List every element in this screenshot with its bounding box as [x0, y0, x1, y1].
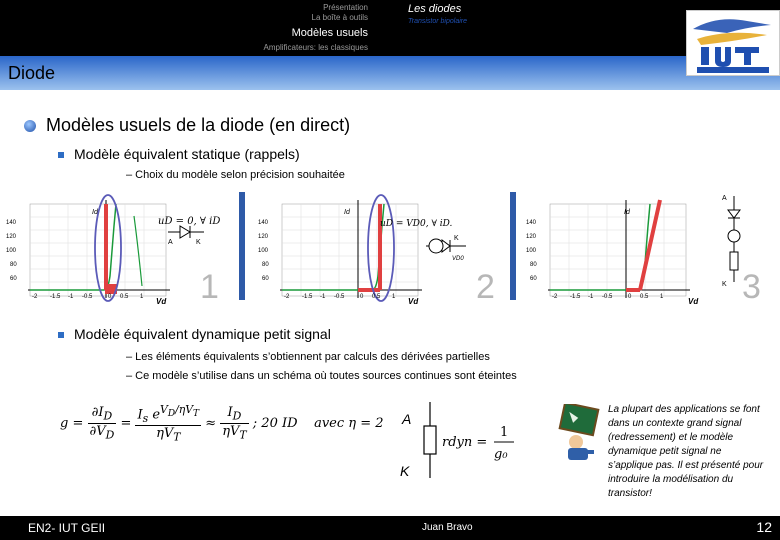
- y-tick: 140: [6, 220, 17, 226]
- formula-fraction-1: $\frac{\partial I_D}{\partial V_D}$: [89, 405, 115, 442]
- divider-2: [510, 192, 516, 300]
- x-tick: 0: [360, 294, 364, 300]
- y-tick: 140: [258, 220, 269, 226]
- y-tick: 120: [6, 234, 17, 240]
- x-tick: -2: [284, 294, 290, 300]
- cathode-label: K: [454, 235, 459, 242]
- formula-g: g =: [60, 415, 84, 431]
- x-tick: -1: [588, 294, 594, 300]
- y-tick: 80: [530, 262, 537, 268]
- y-tick: 60: [530, 276, 537, 282]
- cathode-label: K: [196, 239, 201, 246]
- x-tick: 0.5: [372, 294, 381, 300]
- main-heading: [24, 115, 350, 136]
- section-static-text: Modèle équivalent statique (rappels): [74, 146, 300, 162]
- section-static: [58, 146, 300, 162]
- y-tick: 60: [262, 276, 269, 282]
- diode-symbol-icon: [168, 226, 204, 238]
- x-axis-label: Vd: [688, 297, 699, 306]
- x-tick: -2: [32, 294, 38, 300]
- cathode-label: K: [722, 281, 727, 288]
- nav-item-toolbox[interactable]: La boîte à outils: [311, 13, 368, 22]
- dynamic-resistance-schematic: [398, 398, 528, 482]
- formula-fraction-2: $\frac{I_s e^{V_D/\eta V_T}}{\eta V_T}$: [137, 403, 200, 444]
- y-axis-label: Id: [344, 209, 350, 216]
- section-dynamic-text: Modèle équivalent dynamique petit signal: [74, 326, 331, 342]
- x-tick: -1.5: [50, 294, 61, 300]
- model-3-plot: [524, 186, 776, 310]
- iut-logo: [686, 10, 780, 76]
- model-2-formula: uD = VD0, ∀ iD.: [380, 219, 453, 229]
- source-label: VD0: [452, 256, 464, 262]
- x-tick: -1: [320, 294, 326, 300]
- x-tick: 0.5: [640, 294, 649, 300]
- footer-bar: [0, 516, 780, 540]
- anode-label: A: [722, 195, 727, 202]
- footer-course: EN2- IUT GEII: [28, 521, 106, 535]
- diode-source-symbol-icon: [426, 239, 466, 253]
- square-bullet-icon: [58, 152, 64, 158]
- x-tick: -0.5: [82, 294, 93, 300]
- y-tick: 80: [262, 262, 269, 268]
- formula-fraction-3: $\frac{I_D}{\eta V_T}$: [222, 405, 247, 442]
- nav-item-diodes[interactable]: Les diodes: [408, 3, 462, 15]
- y-tick: 120: [258, 234, 269, 240]
- nav-item-active[interactable]: Modèles usuels: [291, 27, 368, 39]
- model-number-1: 1: [200, 268, 219, 306]
- x-tick: -0.5: [334, 294, 345, 300]
- x-tick: -0.5: [602, 294, 613, 300]
- x-axis-label: Vd: [156, 297, 167, 306]
- nav-item-transistor[interactable]: Transistor bipolaire: [408, 18, 468, 25]
- section-static-sub: – Choix du modèle selon précision souhaitée: [126, 169, 345, 181]
- x-tick: -1.5: [302, 294, 313, 300]
- model-2-plot: [256, 186, 500, 310]
- nav-item-presentation[interactable]: Présentation: [323, 3, 368, 12]
- divider-1: [239, 192, 245, 300]
- x-tick: -2: [552, 294, 558, 300]
- x-tick: 0: [628, 294, 632, 300]
- side-note: La plupart des applications se font dans un contexte grand signal (redressement) et le modèle dynamique petit signal ne s’applique pas. Il est présenté pour introduire la modélisation du transistor!: [608, 404, 764, 499]
- nav-item-amplifiers[interactable]: Amplificateurs: les classiques: [263, 43, 368, 52]
- x-tick: -1.5: [570, 294, 581, 300]
- y-tick: 100: [258, 248, 269, 254]
- x-tick: -1: [68, 294, 74, 300]
- node-k-label: K: [400, 463, 410, 479]
- section-dynamic-sub-2: – Ce modèle s’utilise dans un schéma où toutes sources continues sont éteintes: [126, 370, 517, 382]
- x-tick: 0.5: [120, 294, 129, 300]
- resistor-icon: [424, 426, 436, 454]
- x-tick: 0: [108, 294, 112, 300]
- y-tick: 100: [6, 248, 17, 254]
- section-dynamic: [58, 326, 331, 342]
- y-tick: 80: [10, 262, 17, 268]
- x-tick: 1: [392, 294, 396, 300]
- model-number-2: 2: [476, 268, 495, 306]
- square-bullet-icon: [58, 332, 64, 338]
- model-1-formula: uD = 0, ∀ iD: [158, 216, 221, 227]
- nav-menu: [264, 3, 368, 53]
- anode-label: A: [168, 239, 173, 246]
- section-dynamic-sub-1: – Les éléments équivalents s’obtiennent par calculs des dérivées partielles: [126, 351, 490, 363]
- iut-logo-graphic: [687, 11, 779, 75]
- footer-author: Juan Bravo: [422, 522, 473, 533]
- page-number: 12: [756, 519, 772, 535]
- vertical-diode-model-icon: [728, 196, 740, 282]
- node-a-label: A: [402, 411, 412, 427]
- y-axis-label: Id: [92, 209, 98, 216]
- rdyn-label: rdyn =: [442, 435, 488, 450]
- x-axis-label: Vd: [408, 297, 419, 306]
- round-bullet-icon: [24, 120, 36, 132]
- main-heading-text: Modèles usuels de la diode (en direct): [46, 115, 351, 135]
- formula-eta: avec η = 2: [314, 415, 384, 431]
- y-tick: 100: [526, 248, 537, 254]
- nav-right: [408, 3, 467, 25]
- teacher-chalkboard-icon: [558, 404, 604, 462]
- header-bar: [0, 0, 780, 56]
- slide-title: Diode: [8, 63, 56, 83]
- formula-approx: ; 20 ID: [252, 415, 298, 431]
- y-tick: 60: [10, 276, 17, 282]
- slide-title-bar: [0, 56, 780, 90]
- rdyn-denominator: g₀: [494, 447, 508, 462]
- y-axis-label: Id: [624, 209, 630, 216]
- y-tick: 140: [526, 220, 537, 226]
- x-tick: 1: [660, 294, 664, 300]
- y-tick: 120: [526, 234, 537, 240]
- x-tick: 1: [140, 294, 144, 300]
- model-number-3: 3: [742, 268, 761, 306]
- rdyn-numerator: 1: [500, 425, 509, 440]
- conductance-formula: g = $\frac{\partial I_D}{\partial V_D}$ = $\frac{I_s e^{V_D/\eta V_T}}{\eta V_T}$ ≈ $\frac{I_D}{\eta V_T}$ ; 20 ID avec η = 2: [60, 403, 384, 444]
